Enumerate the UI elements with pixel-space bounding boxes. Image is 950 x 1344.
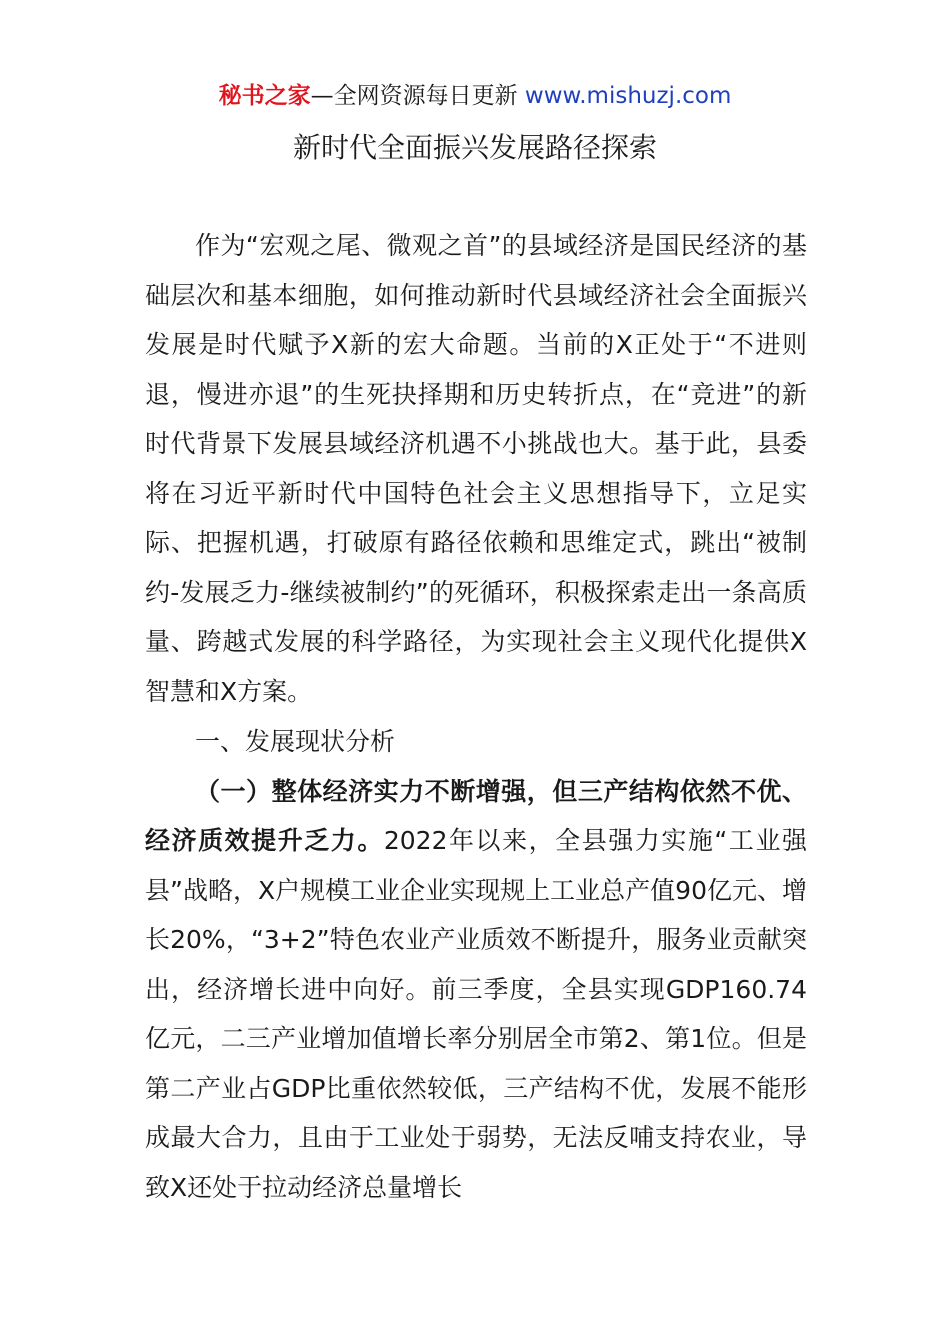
site-url-link[interactable]: www.mishuzj.com — [524, 83, 732, 109]
brand-name: 秘书之家 — [218, 83, 311, 109]
document-body — [145, 221, 807, 1212]
intro-paragraph: 作为“宏观之尾、微观之首”的县域经济是国民经济的基础层次和基本细胞，如何推动新时代县域经济社会全面振兴发展是时代赋予X新的宏大命题。当前的X正处于“不进则退，慢进亦退”的生死抉择期和历史转折点，在“竞进”的新时代背景下发展县域经济机遇不小挑战也大。基于此，县委将在习近平新时代中国特色社会主义思想指导下，立足实际、把握机遇，打破原有路径依赖和思维定式，跳出“被制约-发展乏力-继续被制约”的死循环，积极探索走出一条高质量、跨越式发展的科学路径，为实现社会主义现代化提供X智慧和X方案。 — [145, 231, 807, 706]
subsection-text: 2022年以来，全县强力实施“工业强县”战略，X户规模工业企业实现规上工业总产值90亿元、增长20%，“3+2”特色农业产业质效不断提升，服务业贡献突出，经济增长进中向好。前三季度，全县实现GDP160.74亿元，二三产业增加值增长率分别居全市第2、第1位。但是第二产业占GDP比重依然较低，三产结构不优，发展不能形成最大合力，且由于工业处于弱势，无法反哺支持农业，导致X还处于拉动经济总量增长 — [145, 826, 807, 1202]
section-heading: 一、发展现状分析 — [195, 727, 396, 756]
header-tagline: —全网资源每日更新 — [310, 83, 525, 109]
subsection-heading: （一）整体经济实力不断增强，但三产结构依然不优、经济质效提升乏力。 — [145, 776, 807, 855]
document-title: 新时代全面振兴发展路径探索 — [292, 131, 657, 164]
site-header — [0, 80, 950, 112]
subsection-paragraph — [145, 767, 807, 1213]
